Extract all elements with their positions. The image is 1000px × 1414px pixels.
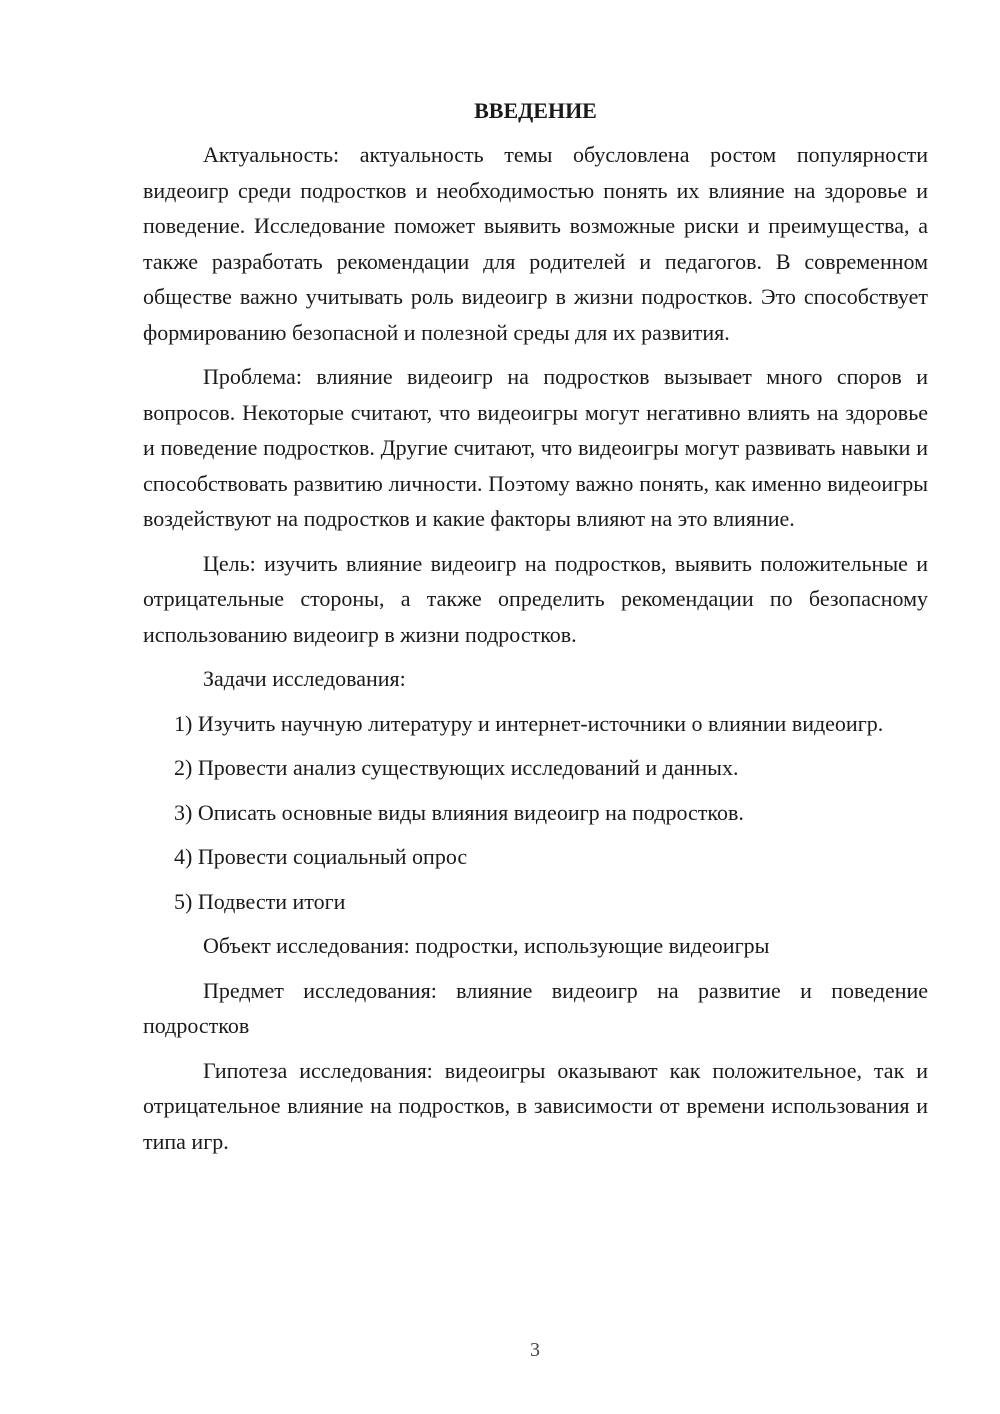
tasks-title: Задачи исследования: bbox=[203, 666, 406, 691]
paragraph-object: Объект исследования: подростки, использующие видеоигры bbox=[203, 933, 770, 958]
task-item-4: 4) Провести социальный опрос bbox=[174, 844, 468, 869]
page-number: 3 bbox=[530, 1339, 540, 1361]
document-content bbox=[143, 93, 928, 1168]
task-item-3: 3) Описать основные виды влияния видеоигр на подростков. bbox=[174, 799, 744, 825]
paragraph-goal: Цель: изучить влияние видеоигр на подростков, выявить положительные и отрицательные стороны, а также определить рекомендации по безопасному использованию видеоигр в жизни подростков. bbox=[143, 550, 928, 647]
section-heading: ВВЕДЕНИЕ bbox=[474, 98, 597, 123]
paragraph-hypothesis: Гипотеза исследования: видеоигры оказывают как положительное, так и отрицательное влияние на подростков, в зависимости от времени использования и типа игр. bbox=[143, 1057, 928, 1154]
task-item-1: 1) Изучить научную литературу и интернет-источники о влиянии видеоигр. bbox=[174, 710, 884, 736]
task-item-5: 5) Подвести итоги bbox=[174, 888, 346, 914]
paragraph-problem: Проблема: влияние видеоигр на подростков вызывает много споров и вопросов. Некоторые считают, что видеоигры могут негативно влиять на здоровье и поведение подростков. Другие считают, что видеоигры могут развивать навыки и способствовать развитию личности. Поэтому важно понять, как именно видеоигры воздействуют на подростков и какие факторы влияют на это влияние. bbox=[143, 364, 928, 531]
task-item-2: 2) Провести анализ существующих исследований и данных. bbox=[174, 755, 739, 780]
paragraph-subject: Предмет исследования: влияние видеоигр на развитие и поведение подростков bbox=[143, 977, 928, 1038]
paragraph-relevance: Актуальность: актуальность темы обусловлена ростом популярности видеоигр среди подростков и необходимостью понять их влияние на здоровье и поведение. Исследование поможет выявить возможные риски и преимущества, а также разработать рекомендации для родителей и педагогов. В современном обществе важно учитывать роль видеоигр в жизни подростков. Это способствует формированию безопасной и полезной среды для их развития. bbox=[143, 142, 928, 345]
